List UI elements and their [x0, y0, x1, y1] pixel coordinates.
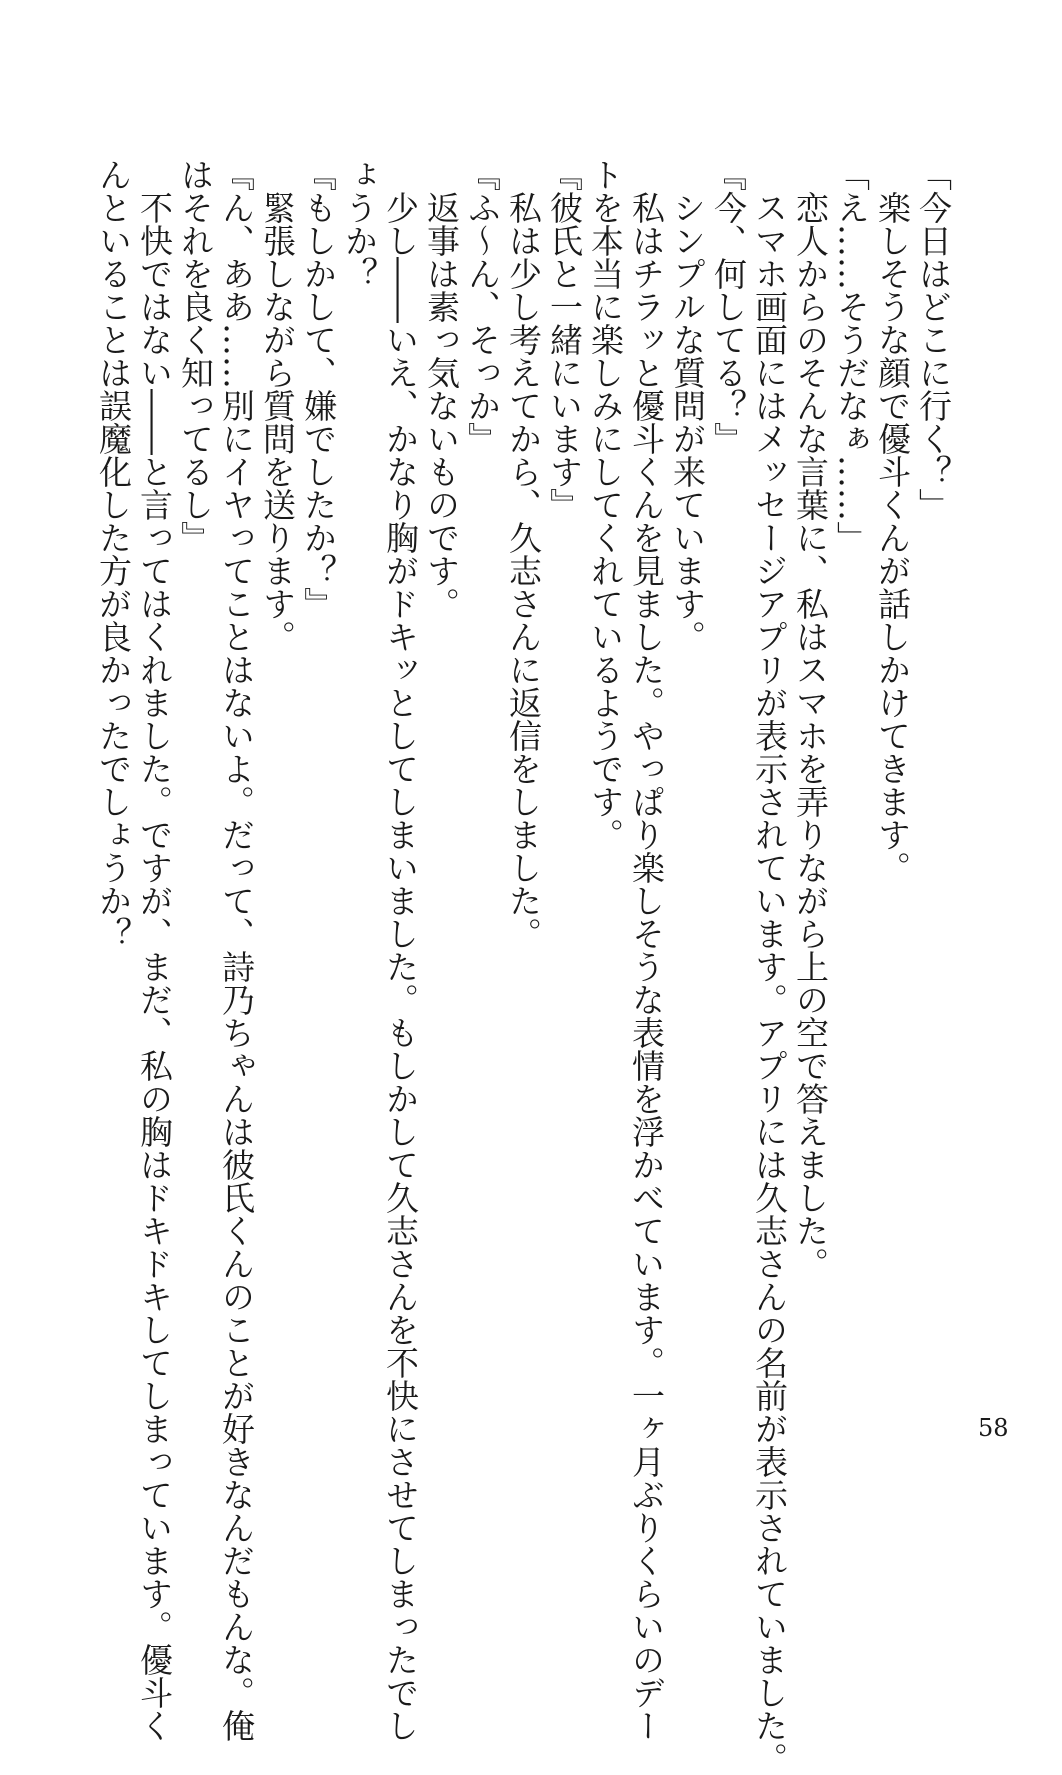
text-line: んといることは誤魔化した方が良かったでしょうか？: [94, 158, 133, 950]
vertical-text-body: [93, 158, 954, 1775]
text-line: ょうか？: [340, 158, 379, 290]
text-line: 『ふ～ん、そっか』: [463, 158, 502, 455]
text-line: 返事は素っ気ないものです。: [422, 158, 461, 620]
text-line: 「え……そうだなぁ……」: [832, 158, 871, 554]
text-line: 少し――いえ、かなり胸がドキッとしてしまいました。もしかして久志さんを不快にさせてしまったでし: [381, 158, 420, 1742]
text-line: 不快ではない――と言ってはくれました。ですが、まだ、私の胸はドキドキしてしまっています。優斗く: [135, 158, 174, 1742]
text-line: 私はチラッと優斗くんを見ました。やっぱり楽しそうな表情を浮かべています。一ヶ月ぶりくらいのデー: [627, 158, 666, 1742]
text-line: 緊張しながら質問を送ります。: [258, 158, 297, 653]
text-line: はそれを良く知ってるし』: [176, 158, 215, 554]
text-line: スマホ画面にはメッセージアプリが表示されています。アプリには久志さんの名前が表示されていました。: [750, 158, 789, 1775]
text-line: 「今日はどこに行く？」: [914, 158, 953, 521]
text-line: 『今、何してる？』: [709, 158, 748, 455]
text-line: 楽しそうな顔で優斗くんが話しかけてきます。: [873, 158, 912, 884]
page-number: 58: [978, 1414, 1009, 1442]
text-line: 『彼氏と一緒にいます』: [545, 158, 584, 521]
text-line: トを本当に楽しみにしてくれているようです。: [586, 158, 625, 851]
text-line: 私は少し考えてから、久志さんに返信をしました。: [504, 158, 543, 950]
text-line: 『ん、ああ……別にイヤってことはないよ。だって、詩乃ちゃんは彼氏くんのことが好きなんだもんな。俺: [217, 158, 256, 1742]
text-line: シンプルな質問が来ています。: [668, 158, 707, 653]
text-line: 恋人からのそんな言葉に、私はスマホを弄りながら上の空で答えました。: [791, 158, 830, 1280]
text-line: 『もしかして、嫌でしたか？』: [299, 158, 338, 620]
